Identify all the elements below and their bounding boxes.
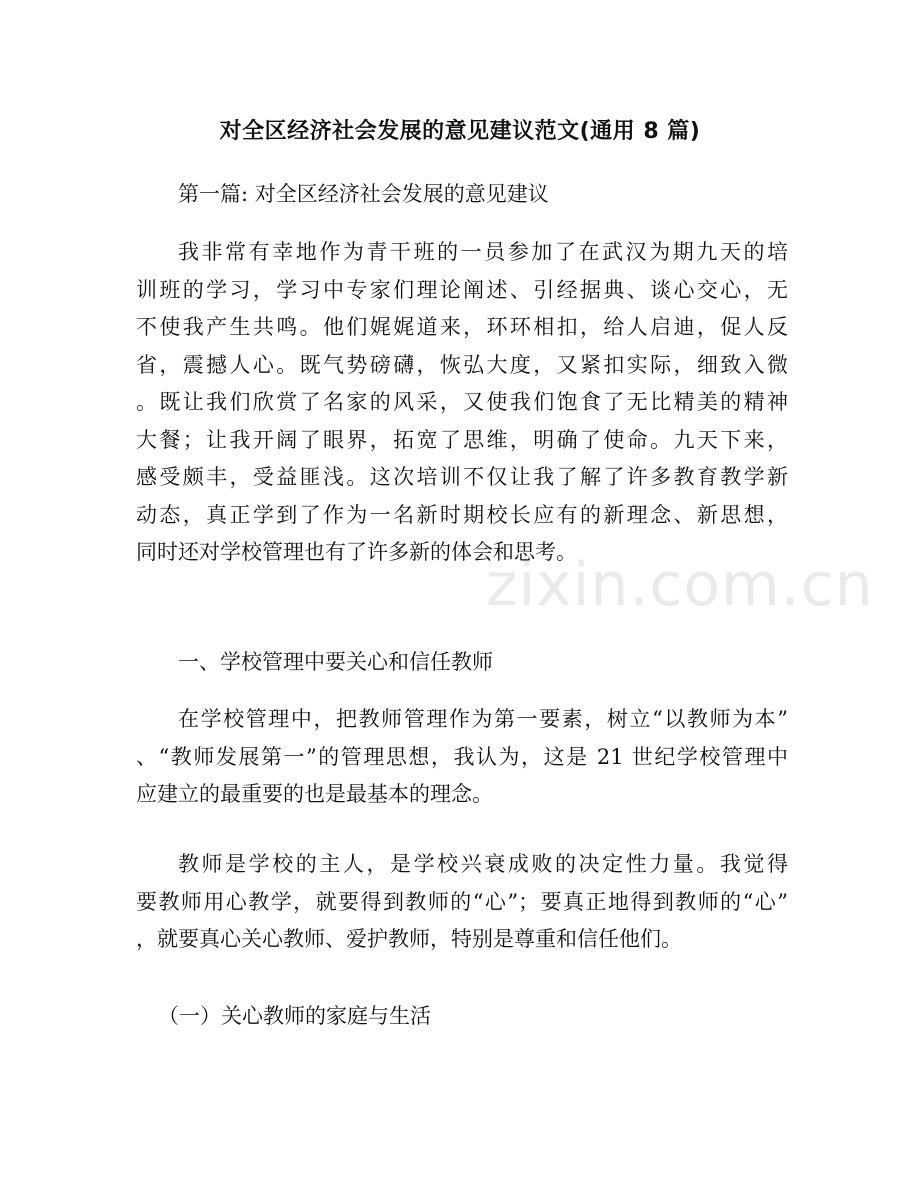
watermark: zixin.com.cn: [486, 550, 874, 620]
paragraph-3: [136, 846, 788, 959]
paragraph-line: 不使我产生共鸣。他们娓娓道来，环环相扣，给人启迪，促人反: [136, 315, 788, 339]
paragraph-line: 在学校管理中，把教师管理作为第一要素，树立“以教师为本”: [178, 707, 788, 731]
paragraph-line: 动态，真正学到了作为一名新时期校长应有的新理念、新思想，: [136, 502, 788, 527]
paragraph-line: 、“教师发展第一”的管理思想，我认为，这是 21 世纪学校管理中: [136, 744, 788, 769]
paragraph-line: 。既让我们欣赏了名家的风采，又使我们饱食了无比精美的精神: [136, 390, 788, 414]
paragraph-line: 应建立的最重要的也是最基本的理念。: [136, 782, 493, 806]
subsection-heading: （一）关心教师的家庭与生活: [158, 1004, 431, 1028]
section-heading: 第一篇: 对全区经济社会发展的意见建议: [178, 182, 549, 206]
paragraph-line: 同时还对学校管理也有了许多新的体会和思考。: [136, 540, 577, 564]
document-title: 对全区经济社会发展的意见建议范文(通用 8 篇): [219, 119, 701, 144]
paragraph-line: 大餐；让我开阔了眼界，拓宽了思维，明确了使命。九天下来，: [136, 427, 788, 452]
paragraph-2: [136, 701, 788, 814]
paragraph-line: 训班的学习，学习中专家们理论阐述、引经据典、谈心交心，无: [136, 277, 788, 302]
paragraph-line: 要教师用心教学，就要得到教师的“心”；要真正地得到教师的“心”: [136, 889, 788, 914]
paragraph-line: 我非常有幸地作为青干班的一员参加了在武汉为期九天的培: [178, 240, 788, 264]
subsection-heading: 一、学校管理中要关心和信任教师: [178, 650, 493, 674]
paragraph-line: 省，震撼人心。既气势磅礴，恢弘大度，又紧扣实际，细致入微: [136, 352, 788, 377]
paragraph-line: 感受颇丰，受益匪浅。这次培训不仅让我了解了许多教育教学新: [136, 465, 788, 489]
paragraph-line: 教师是学校的主人，是学校兴衰成败的决定性力量。我觉得: [178, 852, 788, 876]
paragraph-line: ，就要真心关心教师、爱护教师，特别是尊重和信任他们。: [136, 927, 682, 951]
paragraph-1: [136, 234, 788, 572]
